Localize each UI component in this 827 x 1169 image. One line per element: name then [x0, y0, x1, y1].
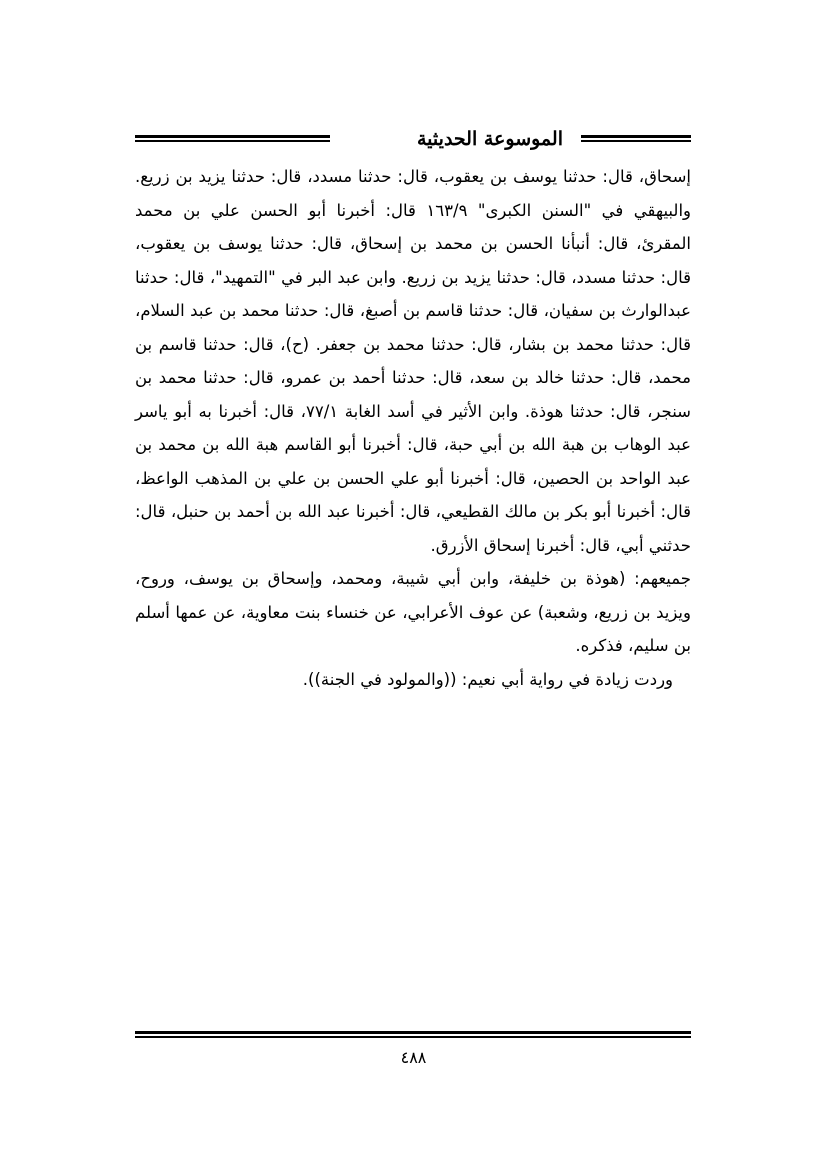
body-text — [135, 160, 691, 696]
header-title: الموسوعة الحديثية — [417, 128, 563, 150]
header-rule-left — [135, 135, 330, 143]
paragraph-1: إسحاق، قال: حدثنا يوسف بن يعقوب، قال: حدثنا مسدد، قال: حدثنا يزيد بن زريع. والبيهقي في "السنن الكبرى" ١٦٣/٩ قال: أخبرنا أبو الحسن علي بن محمد المقرئ، قال: أنبأنا الحسن بن محمد بن إسحاق، قال: حدثنا يوسف بن يعقوب، قال: حدثنا مسدد، قال: حدثنا يزيد بن زريع. وابن عبد البر في "التمهيد"، قال: حدثنا عبدالوارث بن سفيان، قال: حدثنا قاسم بن أصبغ، قال: حدثنا محمد بن عبد السلام، قال: حدثنا محمد بن بشار، قال: حدثنا محمد بن جعفر. (ح)، قال: حدثنا قاسم بن محمد، قال: حدثنا خالد بن سعد، قال: حدثنا أحمد بن عمرو، قال: حدثنا محمد بن سنجر، قال: حدثنا هوذة. وابن الأثير في أسد الغابة ٧٧/١، قال: أخبرنا به أبو ياسر عبد الوهاب بن هبة الله بن أبي حبة، قال: أخبرنا أبو القاسم هبة الله بن محمد بن عبد الواحد بن الحصين، قال: أخبرنا أبو علي الحسن بن علي بن المذهب الواعظ، قال: أخبرنا أبو بكر بن مالك القطيعي، قال: أخبرنا عبد الله بن أحمد بن حنبل، قال: حدثني أبي، قال: أخبرنا إسحاق الأزرق. — [135, 167, 691, 555]
page-number: ٤٨٨ — [400, 1048, 427, 1067]
paragraph-2: جميعهم: (هوذة بن خليفة، وابن أبي شيبة، ومحمد، وإسحاق بن يوسف، وروح، ويزيد بن زريع، وشعبة) عن عوف الأعرابي، عن خنساء بنت معاوية، عن عمها أسلم بن سليم، فذكره. — [135, 569, 691, 655]
footer-rule — [135, 1031, 691, 1039]
paragraph-3: وردت زيادة في رواية أبي نعيم: ((والمولود في الجنة)). — [302, 669, 673, 689]
header-rule-right — [581, 135, 691, 143]
running-header — [135, 124, 691, 154]
